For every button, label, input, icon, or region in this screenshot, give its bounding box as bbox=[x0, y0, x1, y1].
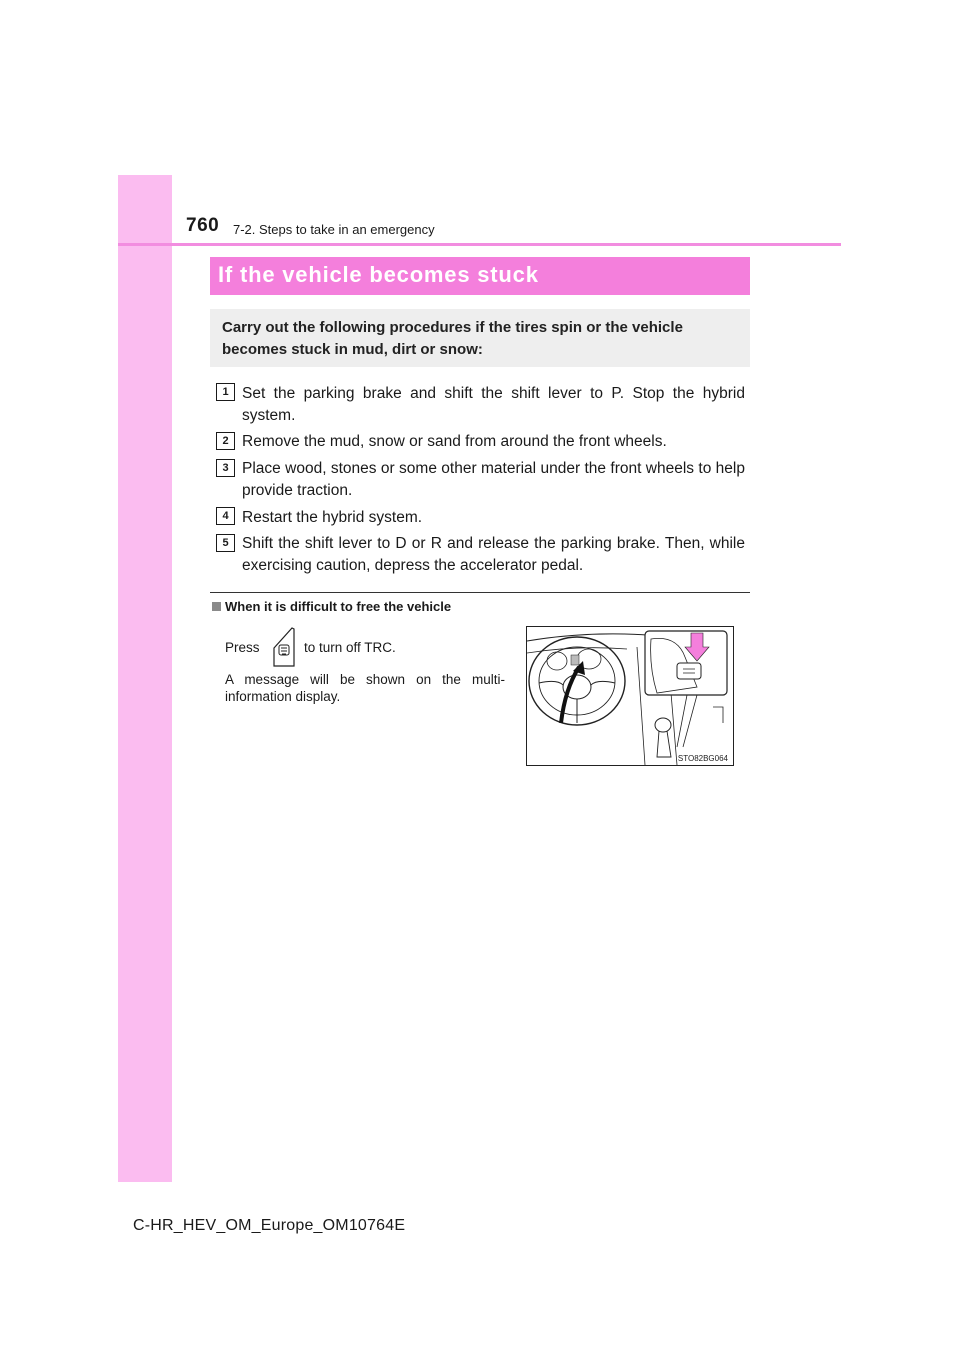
trc-off-switch-icon bbox=[270, 626, 298, 668]
dashboard-illustration bbox=[526, 626, 734, 766]
press-before-text: Press bbox=[225, 640, 260, 655]
step-number-1: 1 bbox=[216, 383, 235, 401]
info-message: A message will be shown on the multi-information display. bbox=[225, 672, 505, 704]
step-text-3: Place wood, stones or some other material under the front wheels to help provide traction. bbox=[242, 460, 745, 499]
header-rule bbox=[118, 243, 841, 246]
step-text-4: Restart the hybrid system. bbox=[242, 509, 423, 526]
step-text-5: Shift the shift lever to D or R and release the parking brake. Then, while exercising caution, depress the accelerator pedal. bbox=[242, 535, 745, 574]
figure-code: STO82BG064 bbox=[677, 754, 728, 763]
step-text-1: Set the parking brake and shift the shift lever to P. Stop the hybrid system. bbox=[242, 385, 745, 424]
pink-sidebar bbox=[118, 175, 172, 1182]
title-bar bbox=[210, 257, 750, 295]
step-number-3: 3 bbox=[216, 459, 235, 477]
step-text-2: Remove the mud, snow or sand from around the front wheels. bbox=[242, 433, 667, 450]
page-number: 760 bbox=[186, 215, 220, 236]
press-after-text: to turn off TRC. bbox=[304, 640, 396, 655]
section-divider bbox=[210, 592, 750, 593]
intro-box bbox=[210, 309, 750, 367]
step-number-4: 4 bbox=[216, 507, 235, 525]
intro-text: Carry out the following procedures if the tires spin or the vehicle becomes stuck in mud, dirt or snow: bbox=[222, 319, 683, 358]
document-footer: C-HR_HEV_OM_Europe_OM10764E bbox=[133, 1217, 406, 1234]
square-bullet-icon bbox=[212, 602, 221, 611]
section-label: 7-2. Steps to take in an emergency bbox=[233, 222, 435, 237]
step-number-2: 2 bbox=[216, 432, 235, 450]
step-number-5: 5 bbox=[216, 534, 235, 552]
subsection-heading: When it is difficult to free the vehicle bbox=[225, 599, 452, 614]
cockpit-drawing bbox=[527, 627, 733, 765]
page-title: If the vehicle becomes stuck bbox=[218, 262, 539, 287]
